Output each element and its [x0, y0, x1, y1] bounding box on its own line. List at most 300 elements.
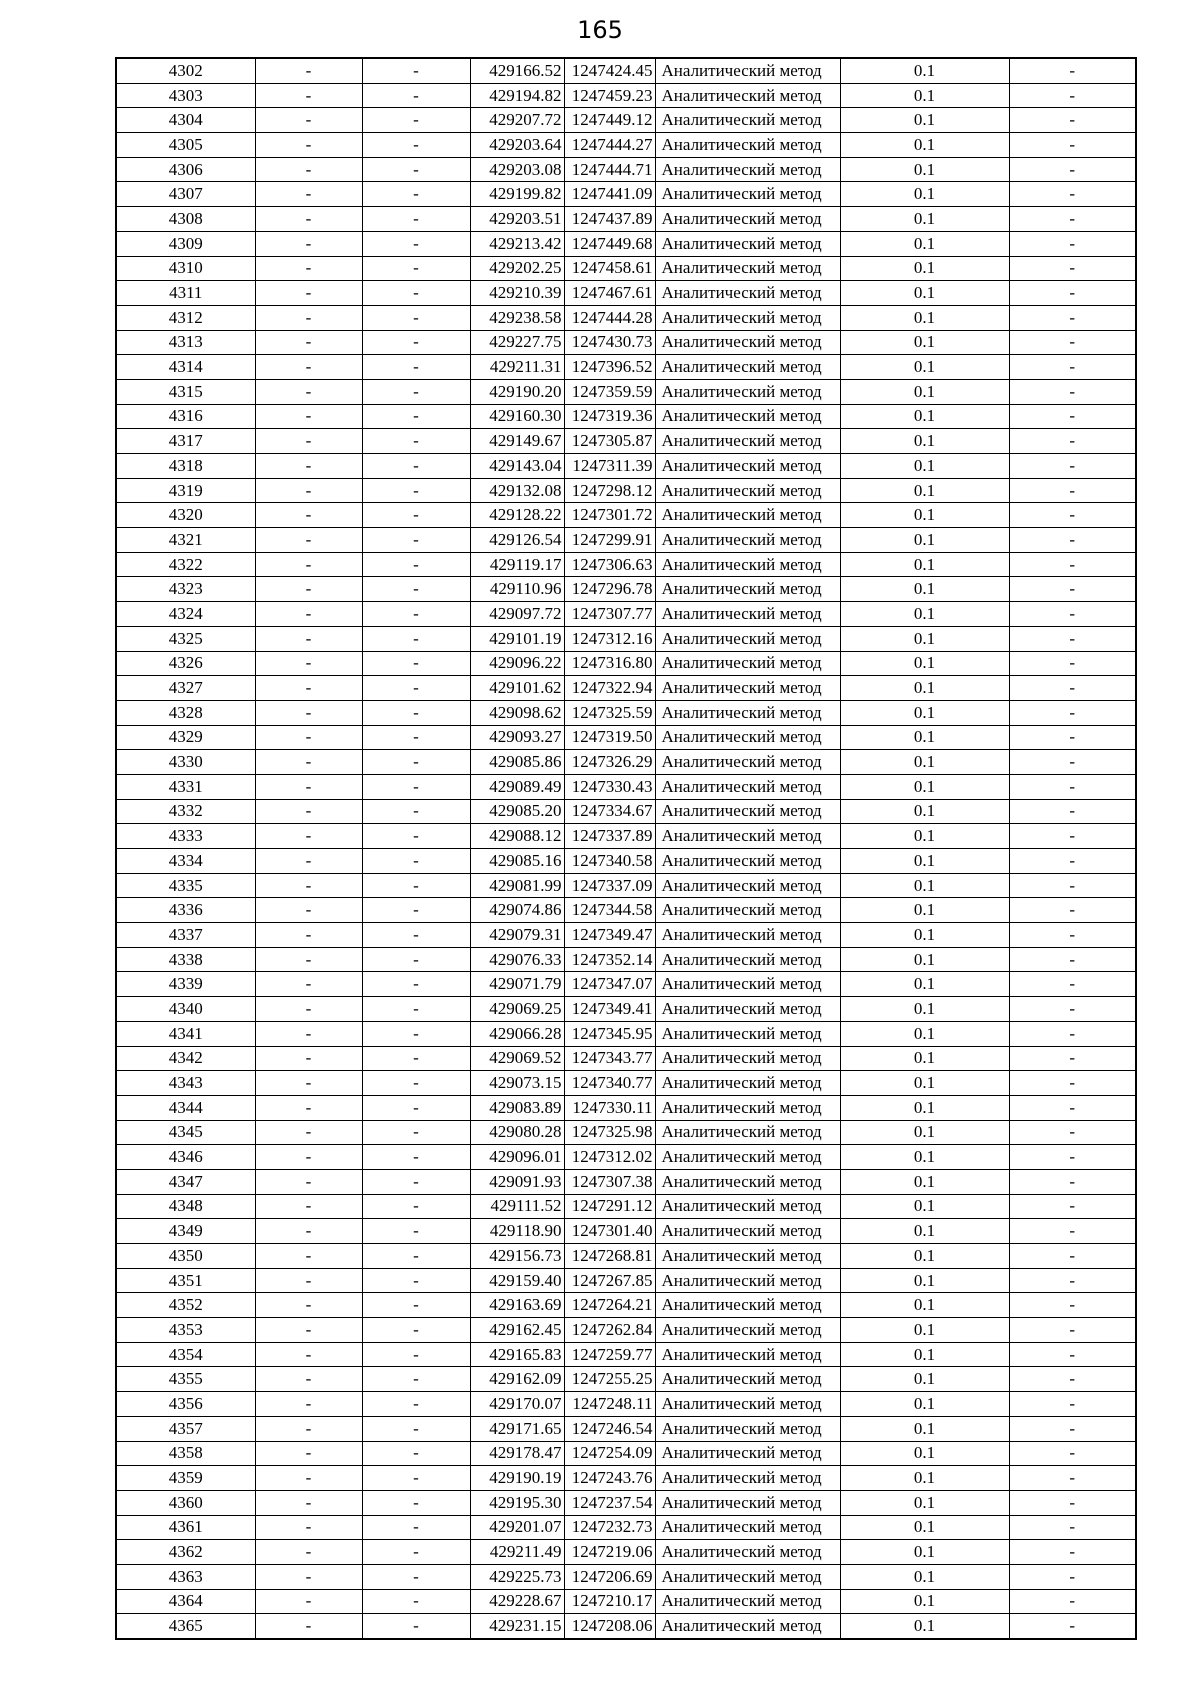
- empty-cell-2: -: [362, 552, 470, 577]
- x-coordinate-cell: 429203.64: [470, 133, 564, 158]
- empty-cell-1: -: [255, 1169, 362, 1194]
- y-coordinate-cell: 1247352.14: [564, 947, 655, 972]
- x-coordinate-cell: 429190.20: [470, 379, 564, 404]
- empty-cell-2: -: [362, 849, 470, 874]
- accuracy-cell: 0.1: [840, 725, 1009, 750]
- description-cell: -: [1009, 281, 1136, 306]
- x-coordinate-cell: 429231.15: [470, 1614, 564, 1639]
- point-number-cell: 4356: [116, 1392, 255, 1417]
- method-cell: Аналитический метод: [655, 330, 840, 355]
- method-cell: Аналитический метод: [655, 898, 840, 923]
- accuracy-cell: 0.1: [840, 133, 1009, 158]
- table-row: [116, 1515, 1136, 1540]
- empty-cell-1: -: [255, 1490, 362, 1515]
- description-cell: -: [1009, 58, 1136, 83]
- empty-cell-2: -: [362, 157, 470, 182]
- x-coordinate-cell: 429071.79: [470, 972, 564, 997]
- description-cell: -: [1009, 1589, 1136, 1614]
- empty-cell-2: -: [362, 528, 470, 553]
- accuracy-cell: 0.1: [840, 700, 1009, 725]
- description-cell: -: [1009, 923, 1136, 948]
- table-row: [116, 676, 1136, 701]
- x-coordinate-cell: 429227.75: [470, 330, 564, 355]
- y-coordinate-cell: 1247326.29: [564, 750, 655, 775]
- empty-cell-1: -: [255, 256, 362, 281]
- accuracy-cell: 0.1: [840, 1540, 1009, 1565]
- empty-cell-2: -: [362, 1244, 470, 1269]
- empty-cell-2: -: [362, 997, 470, 1022]
- empty-cell-1: -: [255, 1367, 362, 1392]
- method-cell: Аналитический метод: [655, 552, 840, 577]
- description-cell: -: [1009, 404, 1136, 429]
- x-coordinate-cell: 429098.62: [470, 700, 564, 725]
- y-coordinate-cell: 1247458.61: [564, 256, 655, 281]
- table-row: [116, 1342, 1136, 1367]
- accuracy-cell: 0.1: [840, 552, 1009, 577]
- method-cell: Аналитический метод: [655, 1219, 840, 1244]
- point-number-cell: 4336: [116, 898, 255, 923]
- empty-cell-1: -: [255, 58, 362, 83]
- accuracy-cell: 0.1: [840, 1564, 1009, 1589]
- point-number-cell: 4319: [116, 478, 255, 503]
- description-cell: -: [1009, 1021, 1136, 1046]
- empty-cell-2: -: [362, 1466, 470, 1491]
- description-cell: -: [1009, 108, 1136, 133]
- method-cell: Аналитический метод: [655, 602, 840, 627]
- y-coordinate-cell: 1247254.09: [564, 1441, 655, 1466]
- point-number-cell: 4344: [116, 1095, 255, 1120]
- point-number-cell: 4321: [116, 528, 255, 553]
- y-coordinate-cell: 1247345.95: [564, 1021, 655, 1046]
- empty-cell-2: -: [362, 1490, 470, 1515]
- y-coordinate-cell: 1247424.45: [564, 58, 655, 83]
- point-number-cell: 4333: [116, 824, 255, 849]
- x-coordinate-cell: 429225.73: [470, 1564, 564, 1589]
- method-cell: Аналитический метод: [655, 108, 840, 133]
- empty-cell-2: -: [362, 281, 470, 306]
- description-cell: -: [1009, 157, 1136, 182]
- empty-cell-1: -: [255, 1441, 362, 1466]
- description-cell: -: [1009, 1614, 1136, 1639]
- table-row: [116, 133, 1136, 158]
- x-coordinate-cell: 429162.09: [470, 1367, 564, 1392]
- empty-cell-1: -: [255, 1194, 362, 1219]
- description-cell: -: [1009, 1244, 1136, 1269]
- empty-cell-1: -: [255, 873, 362, 898]
- point-number-cell: 4365: [116, 1614, 255, 1639]
- x-coordinate-cell: 429211.31: [470, 355, 564, 380]
- table-row: [116, 454, 1136, 479]
- accuracy-cell: 0.1: [840, 972, 1009, 997]
- method-cell: Аналитический метод: [655, 1120, 840, 1145]
- empty-cell-1: -: [255, 1120, 362, 1145]
- x-coordinate-cell: 429163.69: [470, 1293, 564, 1318]
- x-coordinate-cell: 429211.49: [470, 1540, 564, 1565]
- y-coordinate-cell: 1247291.12: [564, 1194, 655, 1219]
- empty-cell-1: -: [255, 1071, 362, 1096]
- empty-cell-2: -: [362, 404, 470, 429]
- empty-cell-2: -: [362, 1194, 470, 1219]
- point-number-cell: 4327: [116, 676, 255, 701]
- accuracy-cell: 0.1: [840, 997, 1009, 1022]
- x-coordinate-cell: 429101.19: [470, 626, 564, 651]
- page-number: 165: [577, 16, 623, 44]
- empty-cell-2: -: [362, 1021, 470, 1046]
- y-coordinate-cell: 1247319.50: [564, 725, 655, 750]
- empty-cell-1: -: [255, 972, 362, 997]
- accuracy-cell: 0.1: [840, 1293, 1009, 1318]
- x-coordinate-cell: 429069.25: [470, 997, 564, 1022]
- x-coordinate-cell: 429159.40: [470, 1268, 564, 1293]
- x-coordinate-cell: 429128.22: [470, 503, 564, 528]
- accuracy-cell: 0.1: [840, 750, 1009, 775]
- y-coordinate-cell: 1247325.59: [564, 700, 655, 725]
- y-coordinate-cell: 1247330.11: [564, 1095, 655, 1120]
- description-cell: -: [1009, 503, 1136, 528]
- method-cell: Аналитический метод: [655, 676, 840, 701]
- empty-cell-2: -: [362, 1441, 470, 1466]
- point-number-cell: 4302: [116, 58, 255, 83]
- y-coordinate-cell: 1247319.36: [564, 404, 655, 429]
- x-coordinate-cell: 429118.90: [470, 1219, 564, 1244]
- point-number-cell: 4340: [116, 997, 255, 1022]
- table-row: [116, 1367, 1136, 1392]
- x-coordinate-cell: 429166.52: [470, 58, 564, 83]
- point-number-cell: 4314: [116, 355, 255, 380]
- empty-cell-1: -: [255, 750, 362, 775]
- point-number-cell: 4338: [116, 947, 255, 972]
- point-number-cell: 4317: [116, 429, 255, 454]
- y-coordinate-cell: 1247305.87: [564, 429, 655, 454]
- table-row: [116, 1021, 1136, 1046]
- table-row: [116, 651, 1136, 676]
- point-number-cell: 4346: [116, 1145, 255, 1170]
- point-number-cell: 4353: [116, 1318, 255, 1343]
- accuracy-cell: 0.1: [840, 157, 1009, 182]
- empty-cell-2: -: [362, 1095, 470, 1120]
- table-row: [116, 1268, 1136, 1293]
- empty-cell-1: -: [255, 602, 362, 627]
- y-coordinate-cell: 1247430.73: [564, 330, 655, 355]
- method-cell: Аналитический метод: [655, 503, 840, 528]
- method-cell: Аналитический метод: [655, 478, 840, 503]
- method-cell: Аналитический метод: [655, 1071, 840, 1096]
- table-row: [116, 774, 1136, 799]
- method-cell: Аналитический метод: [655, 1589, 840, 1614]
- empty-cell-1: -: [255, 1614, 362, 1639]
- empty-cell-2: -: [362, 1120, 470, 1145]
- table-row: [116, 281, 1136, 306]
- x-coordinate-cell: 429203.08: [470, 157, 564, 182]
- table-row: [116, 577, 1136, 602]
- point-number-cell: 4310: [116, 256, 255, 281]
- table-row: [116, 849, 1136, 874]
- empty-cell-2: -: [362, 1268, 470, 1293]
- x-coordinate-cell: 429119.17: [470, 552, 564, 577]
- x-coordinate-cell: 429195.30: [470, 1490, 564, 1515]
- point-number-cell: 4304: [116, 108, 255, 133]
- empty-cell-2: -: [362, 1367, 470, 1392]
- x-coordinate-cell: 429156.73: [470, 1244, 564, 1269]
- table-row: [116, 700, 1136, 725]
- y-coordinate-cell: 1247467.61: [564, 281, 655, 306]
- point-number-cell: 4309: [116, 231, 255, 256]
- accuracy-cell: 0.1: [840, 404, 1009, 429]
- y-coordinate-cell: 1247299.91: [564, 528, 655, 553]
- point-number-cell: 4329: [116, 725, 255, 750]
- empty-cell-1: -: [255, 898, 362, 923]
- empty-cell-2: -: [362, 1046, 470, 1071]
- x-coordinate-cell: 429091.93: [470, 1169, 564, 1194]
- empty-cell-1: -: [255, 1515, 362, 1540]
- y-coordinate-cell: 1247437.89: [564, 207, 655, 232]
- x-coordinate-cell: 429126.54: [470, 528, 564, 553]
- method-cell: Аналитический метод: [655, 626, 840, 651]
- empty-cell-1: -: [255, 1268, 362, 1293]
- point-number-cell: 4312: [116, 305, 255, 330]
- point-number-cell: 4320: [116, 503, 255, 528]
- method-cell: Аналитический метод: [655, 256, 840, 281]
- empty-cell-1: -: [255, 1466, 362, 1491]
- empty-cell-2: -: [362, 83, 470, 108]
- x-coordinate-cell: 429194.82: [470, 83, 564, 108]
- empty-cell-1: -: [255, 379, 362, 404]
- empty-cell-2: -: [362, 626, 470, 651]
- accuracy-cell: 0.1: [840, 676, 1009, 701]
- empty-cell-2: -: [362, 1392, 470, 1417]
- x-coordinate-cell: 429089.49: [470, 774, 564, 799]
- x-coordinate-cell: 429088.12: [470, 824, 564, 849]
- description-cell: -: [1009, 997, 1136, 1022]
- point-number-cell: 4328: [116, 700, 255, 725]
- y-coordinate-cell: 1247316.80: [564, 651, 655, 676]
- empty-cell-1: -: [255, 700, 362, 725]
- description-cell: -: [1009, 1268, 1136, 1293]
- point-number-cell: 4326: [116, 651, 255, 676]
- empty-cell-2: -: [362, 256, 470, 281]
- table-row: [116, 947, 1136, 972]
- accuracy-cell: 0.1: [840, 1268, 1009, 1293]
- empty-cell-2: -: [362, 651, 470, 676]
- method-cell: Аналитический метод: [655, 1046, 840, 1071]
- method-cell: Аналитический метод: [655, 972, 840, 997]
- table-row: [116, 404, 1136, 429]
- empty-cell-2: -: [362, 503, 470, 528]
- method-cell: Аналитический метод: [655, 1145, 840, 1170]
- table-row: [116, 997, 1136, 1022]
- method-cell: Аналитический метод: [655, 1564, 840, 1589]
- empty-cell-2: -: [362, 1145, 470, 1170]
- table-row: [116, 799, 1136, 824]
- point-number-cell: 4318: [116, 454, 255, 479]
- empty-cell-2: -: [362, 1071, 470, 1096]
- method-cell: Аналитический метод: [655, 1367, 840, 1392]
- method-cell: Аналитический метод: [655, 157, 840, 182]
- x-coordinate-cell: 429202.25: [470, 256, 564, 281]
- description-cell: -: [1009, 602, 1136, 627]
- empty-cell-1: -: [255, 552, 362, 577]
- y-coordinate-cell: 1247334.67: [564, 799, 655, 824]
- method-cell: Аналитический метод: [655, 355, 840, 380]
- description-cell: -: [1009, 1540, 1136, 1565]
- table-row: [116, 478, 1136, 503]
- x-coordinate-cell: 429199.82: [470, 182, 564, 207]
- accuracy-cell: 0.1: [840, 873, 1009, 898]
- empty-cell-2: -: [362, 305, 470, 330]
- y-coordinate-cell: 1247459.23: [564, 83, 655, 108]
- method-cell: Аналитический метод: [655, 1293, 840, 1318]
- method-cell: Аналитический метод: [655, 1392, 840, 1417]
- method-cell: Аналитический метод: [655, 651, 840, 676]
- x-coordinate-cell: 429081.99: [470, 873, 564, 898]
- description-cell: -: [1009, 207, 1136, 232]
- point-number-cell: 4361: [116, 1515, 255, 1540]
- point-number-cell: 4345: [116, 1120, 255, 1145]
- table-row: [116, 83, 1136, 108]
- empty-cell-1: -: [255, 923, 362, 948]
- y-coordinate-cell: 1247208.06: [564, 1614, 655, 1639]
- accuracy-cell: 0.1: [840, 1367, 1009, 1392]
- accuracy-cell: 0.1: [840, 330, 1009, 355]
- x-coordinate-cell: 429132.08: [470, 478, 564, 503]
- y-coordinate-cell: 1247248.11: [564, 1392, 655, 1417]
- y-coordinate-cell: 1247311.39: [564, 454, 655, 479]
- method-cell: Аналитический метод: [655, 1441, 840, 1466]
- empty-cell-1: -: [255, 1392, 362, 1417]
- method-cell: Аналитический метод: [655, 182, 840, 207]
- description-cell: -: [1009, 577, 1136, 602]
- method-cell: Аналитический метод: [655, 997, 840, 1022]
- empty-cell-1: -: [255, 133, 362, 158]
- method-cell: Аналитический метод: [655, 750, 840, 775]
- table-body: [116, 58, 1136, 1639]
- point-number-cell: 4316: [116, 404, 255, 429]
- empty-cell-1: -: [255, 355, 362, 380]
- accuracy-cell: 0.1: [840, 1046, 1009, 1071]
- point-number-cell: 4311: [116, 281, 255, 306]
- empty-cell-2: -: [362, 750, 470, 775]
- point-number-cell: 4332: [116, 799, 255, 824]
- empty-cell-1: -: [255, 478, 362, 503]
- x-coordinate-cell: 429076.33: [470, 947, 564, 972]
- accuracy-cell: 0.1: [840, 256, 1009, 281]
- empty-cell-1: -: [255, 1145, 362, 1170]
- table-row: [116, 1120, 1136, 1145]
- empty-cell-1: -: [255, 947, 362, 972]
- method-cell: Аналитический метод: [655, 429, 840, 454]
- x-coordinate-cell: 429207.72: [470, 108, 564, 133]
- x-coordinate-cell: 429080.28: [470, 1120, 564, 1145]
- description-cell: -: [1009, 1367, 1136, 1392]
- method-cell: Аналитический метод: [655, 947, 840, 972]
- table-row: [116, 1490, 1136, 1515]
- method-cell: Аналитический метод: [655, 1490, 840, 1515]
- empty-cell-1: -: [255, 83, 362, 108]
- accuracy-cell: 0.1: [840, 83, 1009, 108]
- point-number-cell: 4342: [116, 1046, 255, 1071]
- empty-cell-2: -: [362, 602, 470, 627]
- empty-cell-1: -: [255, 1318, 362, 1343]
- method-cell: Аналитический метод: [655, 774, 840, 799]
- x-coordinate-cell: 429228.67: [470, 1589, 564, 1614]
- accuracy-cell: 0.1: [840, 478, 1009, 503]
- empty-cell-2: -: [362, 1219, 470, 1244]
- empty-cell-1: -: [255, 1021, 362, 1046]
- description-cell: -: [1009, 1342, 1136, 1367]
- method-cell: Аналитический метод: [655, 1021, 840, 1046]
- table-row: [116, 1219, 1136, 1244]
- empty-cell-2: -: [362, 774, 470, 799]
- empty-cell-1: -: [255, 404, 362, 429]
- y-coordinate-cell: 1247262.84: [564, 1318, 655, 1343]
- method-cell: Аналитический метод: [655, 528, 840, 553]
- accuracy-cell: 0.1: [840, 1120, 1009, 1145]
- point-number-cell: 4364: [116, 1589, 255, 1614]
- y-coordinate-cell: 1247232.73: [564, 1515, 655, 1540]
- y-coordinate-cell: 1247340.77: [564, 1071, 655, 1096]
- accuracy-cell: 0.1: [840, 429, 1009, 454]
- y-coordinate-cell: 1247337.09: [564, 873, 655, 898]
- method-cell: Аналитический метод: [655, 305, 840, 330]
- table-row: [116, 1614, 1136, 1639]
- empty-cell-2: -: [362, 799, 470, 824]
- y-coordinate-cell: 1247347.07: [564, 972, 655, 997]
- empty-cell-2: -: [362, 454, 470, 479]
- accuracy-cell: 0.1: [840, 1095, 1009, 1120]
- accuracy-cell: 0.1: [840, 305, 1009, 330]
- empty-cell-2: -: [362, 355, 470, 380]
- empty-cell-2: -: [362, 1342, 470, 1367]
- point-number-cell: 4315: [116, 379, 255, 404]
- method-cell: Аналитический метод: [655, 58, 840, 83]
- table-row: [116, 182, 1136, 207]
- x-coordinate-cell: 429096.01: [470, 1145, 564, 1170]
- y-coordinate-cell: 1247301.72: [564, 503, 655, 528]
- method-cell: Аналитический метод: [655, 207, 840, 232]
- y-coordinate-cell: 1247312.02: [564, 1145, 655, 1170]
- description-cell: -: [1009, 1466, 1136, 1491]
- y-coordinate-cell: 1247267.85: [564, 1268, 655, 1293]
- method-cell: Аналитический метод: [655, 454, 840, 479]
- empty-cell-1: -: [255, 626, 362, 651]
- point-number-cell: 4334: [116, 849, 255, 874]
- empty-cell-1: -: [255, 108, 362, 133]
- y-coordinate-cell: 1247330.43: [564, 774, 655, 799]
- accuracy-cell: 0.1: [840, 1244, 1009, 1269]
- y-coordinate-cell: 1247312.16: [564, 626, 655, 651]
- empty-cell-1: -: [255, 676, 362, 701]
- x-coordinate-cell: 429093.27: [470, 725, 564, 750]
- empty-cell-2: -: [362, 947, 470, 972]
- description-cell: -: [1009, 1071, 1136, 1096]
- empty-cell-1: -: [255, 281, 362, 306]
- empty-cell-1: -: [255, 330, 362, 355]
- accuracy-cell: 0.1: [840, 1416, 1009, 1441]
- empty-cell-2: -: [362, 873, 470, 898]
- x-coordinate-cell: 429165.83: [470, 1342, 564, 1367]
- y-coordinate-cell: 1247268.81: [564, 1244, 655, 1269]
- point-number-cell: 4352: [116, 1293, 255, 1318]
- accuracy-cell: 0.1: [840, 923, 1009, 948]
- y-coordinate-cell: 1247296.78: [564, 577, 655, 602]
- description-cell: -: [1009, 824, 1136, 849]
- method-cell: Аналитический метод: [655, 1244, 840, 1269]
- empty-cell-2: -: [362, 182, 470, 207]
- accuracy-cell: 0.1: [840, 577, 1009, 602]
- x-coordinate-cell: 429083.89: [470, 1095, 564, 1120]
- table-row: [116, 231, 1136, 256]
- table-row: [116, 873, 1136, 898]
